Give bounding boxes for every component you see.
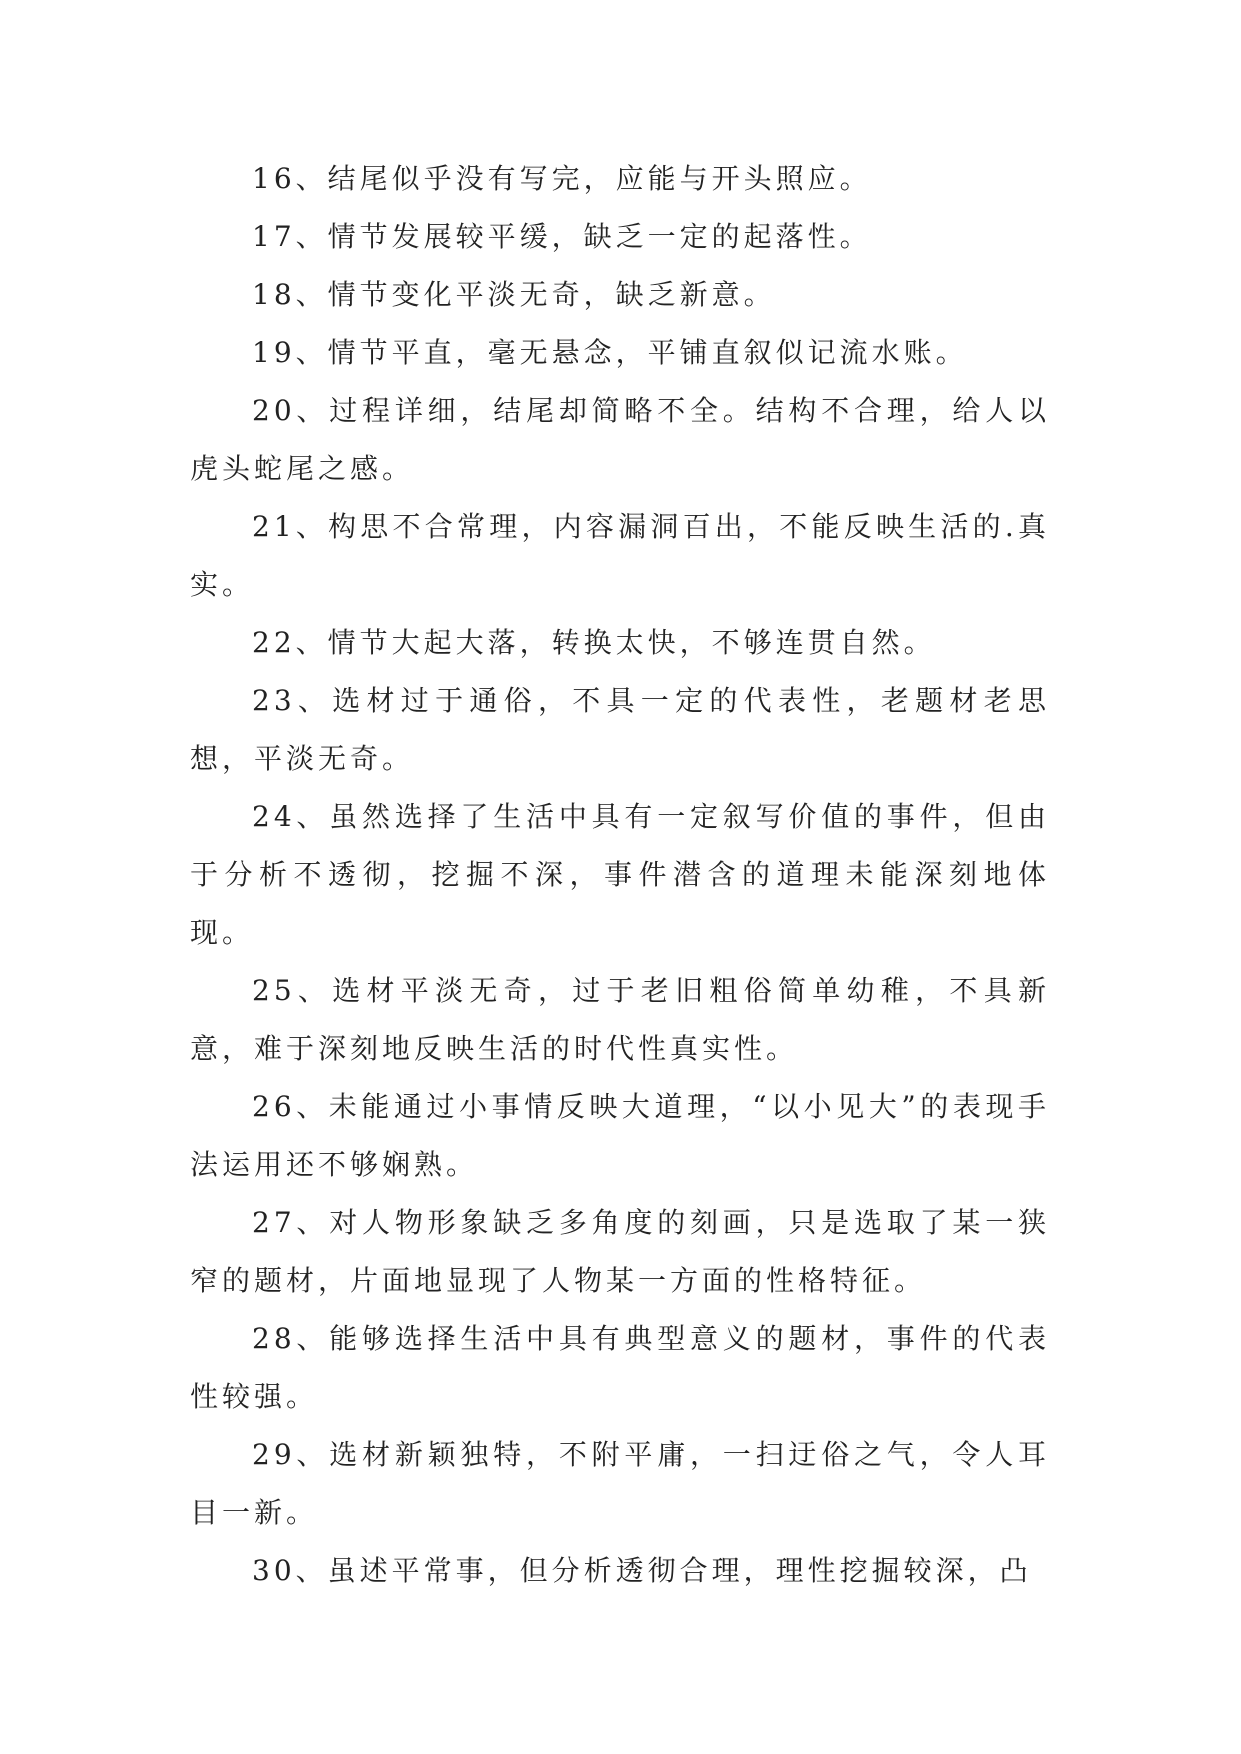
comment-item-23: 23、选材过于通俗，不具一定的代表性，老题材老思想，平淡无奇。 [190,684,1050,775]
comment-item-18: 18、情节变化平淡无奇，缺乏新意。 [252,278,776,311]
comment-item-25: 25、选材平淡无奇，过于老旧粗俗简单幼稚，不具新意，难于深刻地反映生活的时代性真实性。 [190,974,1050,1065]
comment-item-28: 28、能够选择生活中具有典型意义的题材，事件的代表性较强。 [190,1322,1050,1413]
comment-item-27: 27、对人物形象缺乏多角度的刻画，只是选取了某一狭窄的题材，片面地显现了人物某一方面的性格特征。 [190,1206,1050,1297]
comment-item-26: 26、未能通过小事情反映大道理，“以小见大”的表现手法运用还不够娴熟。 [190,1090,1050,1181]
comment-item-16: 16、结尾似乎没有写完，应能与开头照应。 [252,162,872,195]
comment-item-22: 22、情节大起大落，转换太快，不够连贯自然。 [252,626,936,659]
comment-item-19: 19、情节平直，毫无悬念，平铺直叙似记流水账。 [252,336,968,369]
comment-item-29: 29、选材新颖独特，不附平庸，一扫迂俗之气，令人耳目一新。 [190,1438,1050,1529]
comment-item-21: 21、构思不合常理，内容漏洞百出，不能反映生活的.真实。 [190,510,1050,601]
comment-item-30: 30、虽述平常事，但分析透彻合理，理性挖掘较深，凸 [252,1554,1032,1587]
document-body [190,150,1050,1600]
comment-item-17: 17、情节发展较平缓，缺乏一定的起落性。 [252,220,872,253]
comment-item-20: 20、过程详细，结尾却简略不全。结构不合理，给人以虎头蛇尾之感。 [190,394,1050,485]
comment-item-24: 24、虽然选择了生活中具有一定叙写价值的事件，但由于分析不透彻，挖掘不深，事件潜含的道理未能深刻地体现。 [190,800,1050,949]
